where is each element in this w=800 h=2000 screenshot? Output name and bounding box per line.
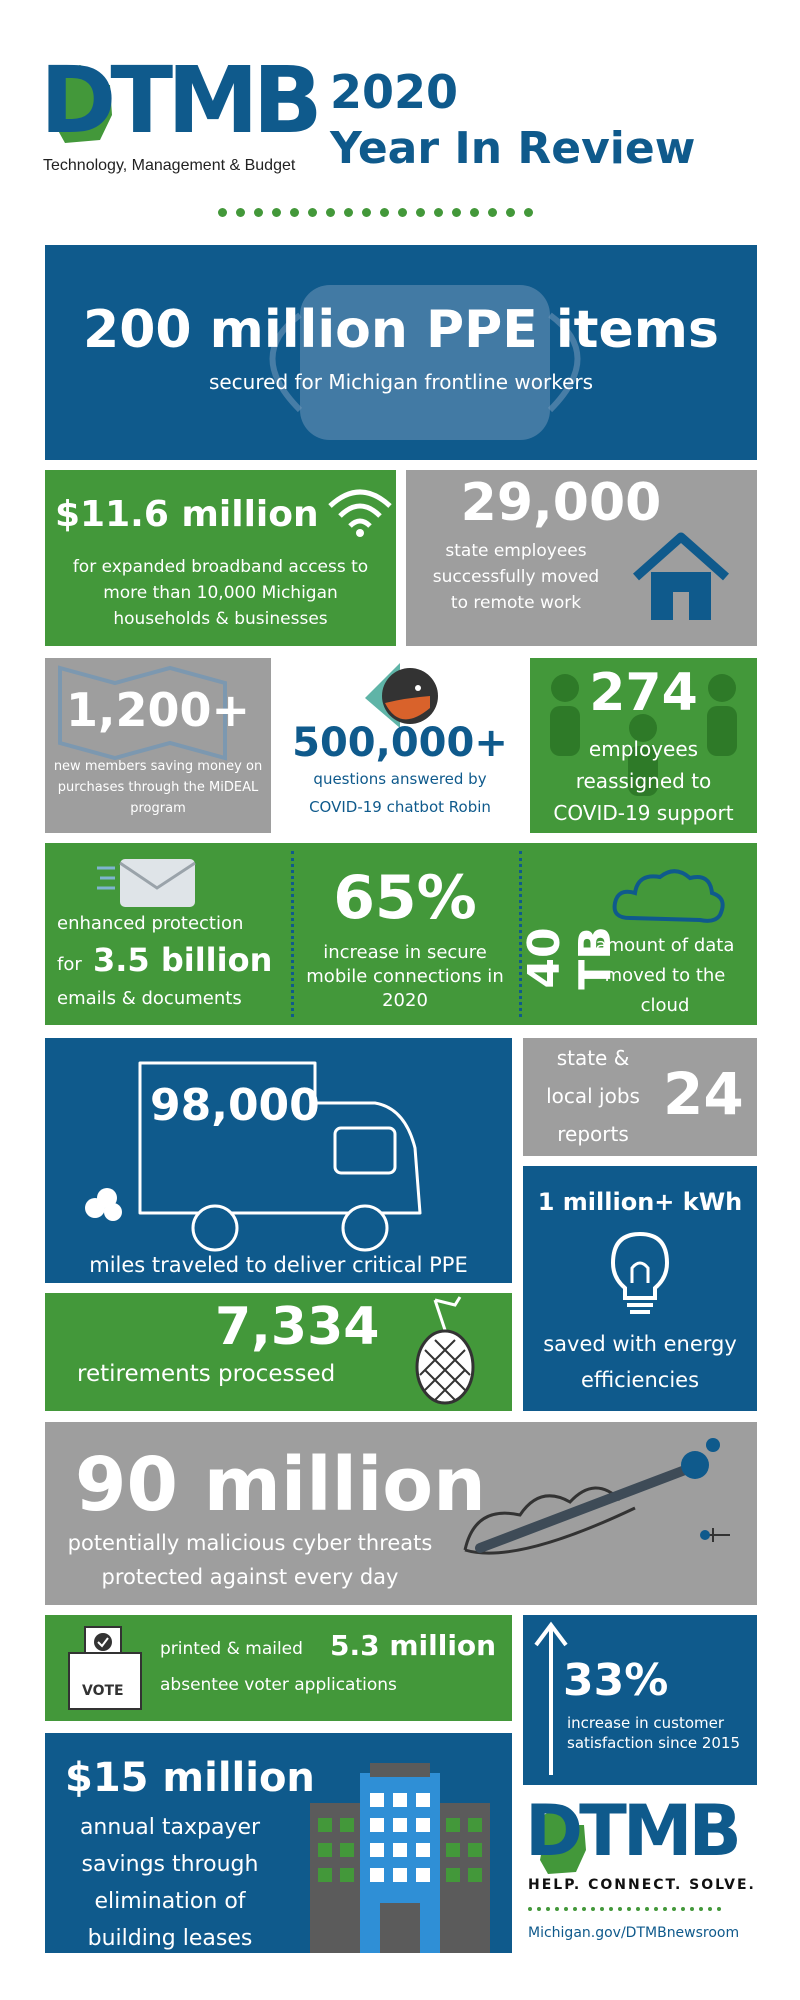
retire-number: 7,334 <box>215 1297 380 1357</box>
footer-url[interactable]: Michigan.gov/DTMBnewsroom <box>528 1925 740 1941</box>
remote-panel <box>406 470 757 646</box>
pineapple-drink-icon <box>405 1295 485 1405</box>
mideal-text: new members saving money on purchases through the MiDEAL program <box>53 759 263 816</box>
reassigned-text: employees reassigned to COVID-19 support <box>553 737 734 825</box>
mideal-number: 1,200+ <box>65 683 251 737</box>
footer-logo <box>523 1790 757 1955</box>
truck-text: miles traveled to deliver critical PPE <box>89 1253 468 1277</box>
ballot-box-label: VOTE <box>82 1683 124 1699</box>
chatbot-line2: COVID-19 chatbot Robin <box>309 798 491 816</box>
broadband-panel <box>45 470 396 646</box>
building-icon <box>310 1763 490 1953</box>
email-line1: enhanced protection <box>57 913 244 934</box>
divider-1 <box>291 851 294 1017</box>
security-row <box>45 843 757 1025</box>
jobs-number: 24 <box>663 1060 744 1128</box>
vote-pre: printed & mailed <box>160 1639 303 1659</box>
jobs-line1: state & <box>556 1046 630 1070</box>
footer-logo-letters: DTMB <box>525 1790 738 1872</box>
cloud-text: amount of data moved to the cloud <box>595 935 735 1016</box>
header <box>40 47 760 180</box>
divider-dots <box>218 208 533 217</box>
footer-dots <box>528 1907 721 1911</box>
dtmb-logo <box>40 47 330 174</box>
truck-icon <box>45 1038 512 1283</box>
chatbot-number: 500,000+ <box>292 720 508 766</box>
cyber-number: 90 million <box>75 1442 486 1528</box>
cyber-wand-icon <box>455 1430 755 1600</box>
reassigned-number: 274 <box>589 663 698 723</box>
satisfaction-panel <box>523 1615 757 1785</box>
cyber-panel <box>45 1422 757 1605</box>
chatbot-line1: questions answered by <box>313 770 487 788</box>
wifi-icon <box>325 478 395 538</box>
leases-text: annual taxpayer savings through elimination of building leases <box>79 1815 261 1951</box>
email-for: for <box>57 954 82 975</box>
truck-number: 98,000 <box>150 1080 320 1131</box>
ppe-panel <box>45 245 757 460</box>
retire-panel <box>45 1293 512 1411</box>
remote-text: state employees successfully moved to remote work <box>432 541 600 613</box>
title-review: Year In Review <box>330 123 696 174</box>
email-number: 3.5 billion <box>93 941 273 979</box>
jobs-line3: reports <box>557 1122 629 1146</box>
retire-text: retirements processed <box>77 1361 336 1387</box>
cloud-icon <box>610 863 730 933</box>
jobs-panel <box>523 1038 757 1156</box>
reassigned-panel <box>530 658 757 833</box>
email-line3: emails & documents <box>57 988 242 1009</box>
cyber-text: potentially malicious cyber threats protected against every day <box>67 1531 433 1589</box>
ppe-headline: 200 million PPE items <box>83 300 719 360</box>
logo-subtitle: Technology, Management & Budget <box>43 157 296 174</box>
mobile-text: increase in secure mobile connections in 2020 <box>306 942 504 1011</box>
leases-number: $15 million <box>65 1755 315 1801</box>
vote-text: absentee voter applications <box>160 1675 397 1695</box>
energy-number: 1 million+ kWh <box>537 1188 743 1216</box>
energy-panel <box>523 1166 757 1411</box>
energy-text: saved with energy efficiencies <box>543 1332 737 1392</box>
title-year: 2020 <box>330 65 459 119</box>
ballot-box-icon <box>65 1623 145 1713</box>
mobile-number: 65% <box>333 863 477 933</box>
cloud-number: 40 TB <box>519 926 621 990</box>
satisfaction-number: 33% <box>563 1655 669 1706</box>
vote-panel <box>45 1615 512 1721</box>
lightbulb-icon <box>605 1228 675 1318</box>
chatbot-panel <box>275 658 525 833</box>
leases-panel <box>45 1733 512 1953</box>
truck-panel <box>45 1038 512 1283</box>
logo-letters: DTMB <box>40 47 317 154</box>
jobs-line2: local jobs <box>546 1084 640 1108</box>
email-icon <box>95 853 215 913</box>
remote-number: 29,000 <box>460 473 662 533</box>
broadband-text: for expanded broadband access to more than 10,000 Michigan households & businesses <box>72 557 369 629</box>
mideal-panel <box>45 658 271 833</box>
vote-number: 5.3 million <box>330 1629 497 1662</box>
satisfaction-text: increase in customer satisfaction since 2015 <box>567 1714 740 1752</box>
footer-tagline: HELP. CONNECT. SOLVE. <box>528 1877 756 1893</box>
house-icon <box>631 532 731 622</box>
broadband-amount: $11.6 million <box>55 494 319 535</box>
ppe-sub: secured for Michigan frontline workers <box>208 370 594 394</box>
